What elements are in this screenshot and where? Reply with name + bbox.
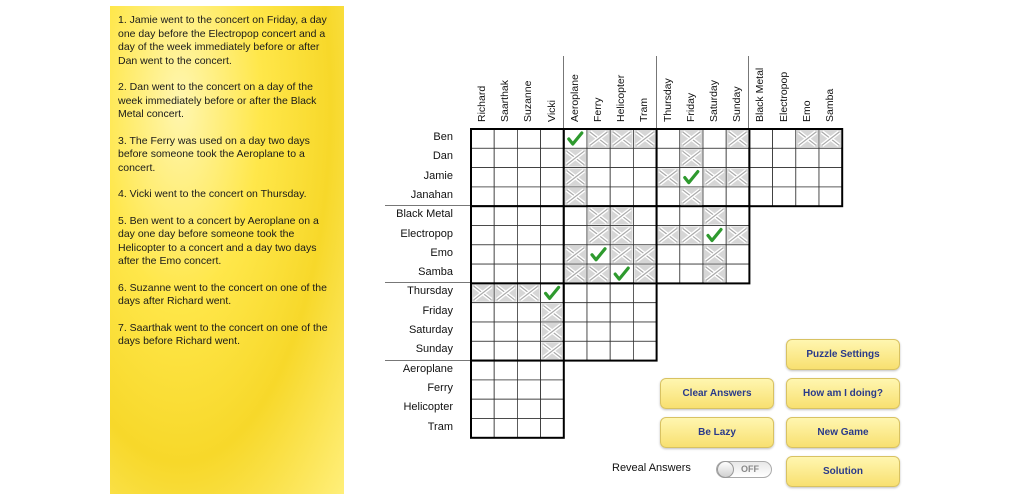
grid-cell[interactable]	[726, 206, 749, 225]
grid-cell[interactable]	[564, 206, 587, 225]
grid-cell[interactable]	[657, 187, 680, 206]
grid-cell[interactable]	[471, 341, 494, 360]
grid-cell[interactable]	[749, 168, 772, 187]
cross-mark	[727, 130, 748, 147]
cross-mark	[727, 169, 748, 186]
column-label: Helicopter	[615, 74, 628, 122]
grid-cell[interactable]	[541, 187, 564, 206]
cross-mark	[634, 265, 655, 282]
grid-cell[interactable]	[587, 168, 610, 187]
column-label: Emo	[800, 100, 813, 122]
grid-cell[interactable]	[773, 148, 796, 167]
clue: 7. Saarthak went to the concert on one of the days before Richard went.	[118, 321, 328, 347]
grid-cell[interactable]	[657, 206, 680, 225]
cross-mark	[565, 246, 586, 263]
row-label: Ben	[433, 131, 453, 143]
puzzle-screen	[110, 6, 910, 494]
puzzle-settings-button[interactable]: Puzzle Settings	[786, 339, 900, 370]
row-label: Friday	[422, 304, 453, 317]
grid-cell[interactable]	[471, 380, 494, 399]
cross-mark	[820, 130, 841, 147]
grid-cell[interactable]	[517, 341, 540, 360]
grid-cell[interactable]	[541, 168, 564, 187]
clear-answers-button[interactable]: Clear Answers	[660, 378, 774, 409]
cross-mark	[565, 149, 586, 166]
cross-mark	[704, 169, 725, 186]
grid-cell[interactable]	[494, 380, 517, 399]
column-label: Friday	[684, 92, 697, 122]
grid-cell[interactable]	[517, 148, 540, 167]
grid-cell[interactable]	[517, 206, 540, 225]
solution-button[interactable]: Solution	[786, 456, 900, 487]
grid-cell[interactable]	[517, 129, 540, 148]
grid-cell[interactable]	[610, 303, 633, 322]
column-label: Black Metal	[754, 67, 767, 122]
grid-cell[interactable]	[633, 168, 656, 187]
column-label: Samba	[824, 88, 836, 122]
toggle-state: OFF	[741, 464, 759, 474]
grid-cell[interactable]	[564, 303, 587, 322]
reveal-answers-label: Reveal Answers	[612, 462, 691, 474]
column-label: Saarthak	[499, 79, 512, 122]
grid-cell[interactable]	[587, 148, 610, 167]
cross-mark	[727, 227, 748, 244]
grid-cell[interactable]	[633, 283, 656, 302]
grid-cell[interactable]	[517, 245, 540, 264]
grid-cell[interactable]	[564, 283, 587, 302]
cross-mark	[797, 130, 818, 147]
grid-cell[interactable]	[471, 264, 494, 283]
column-group-divider	[748, 56, 749, 128]
grid-cell[interactable]	[680, 206, 703, 225]
cross-mark	[704, 265, 725, 282]
grid-cell[interactable]	[564, 322, 587, 341]
grid-cell[interactable]	[541, 206, 564, 225]
column-label: Vicki	[545, 100, 558, 122]
grid-cell[interactable]	[657, 245, 680, 264]
grid-cell[interactable]	[517, 399, 540, 418]
cross-mark	[681, 130, 702, 147]
grid-cell[interactable]	[494, 245, 517, 264]
row-group-divider	[385, 282, 470, 283]
row-label: Janahan	[410, 188, 453, 201]
cross-mark	[472, 284, 493, 301]
grid-cell[interactable]	[517, 303, 540, 322]
be-lazy-button[interactable]: Be Lazy	[660, 417, 774, 448]
cross-mark	[681, 188, 702, 205]
cross-mark	[634, 130, 655, 147]
grid-cell[interactable]	[471, 206, 494, 225]
clue: 1. Jamie went to the concert on Friday, a day one day before the Electropop concert and a day of the week immediately before or after Dan went to the concert.	[118, 14, 327, 67]
grid-cell[interactable]	[517, 419, 540, 438]
cross-mark	[681, 149, 702, 166]
column-group-divider	[563, 56, 564, 128]
cross-mark	[588, 227, 609, 244]
grid-cell[interactable]	[703, 187, 726, 206]
grid-cell[interactable]	[587, 341, 610, 360]
grid-cell[interactable]	[471, 361, 494, 380]
grid-cell[interactable]	[494, 206, 517, 225]
grid-cell[interactable]	[633, 341, 656, 360]
grid-cell[interactable]	[749, 148, 772, 167]
cross-mark	[588, 265, 609, 282]
grid-cell[interactable]	[494, 303, 517, 322]
grid-cell[interactable]	[726, 264, 749, 283]
grid-cell[interactable]	[680, 245, 703, 264]
grid-cell[interactable]	[726, 148, 749, 167]
grid-cell[interactable]	[541, 399, 564, 418]
grid-cell[interactable]	[610, 341, 633, 360]
grid-cell[interactable]	[471, 245, 494, 264]
new-game-button[interactable]: New Game	[786, 417, 900, 448]
grid-cell[interactable]	[541, 419, 564, 438]
grid-cell[interactable]	[494, 341, 517, 360]
grid-cell[interactable]	[541, 129, 564, 148]
cross-mark	[542, 304, 563, 321]
column-label: Aeroplane	[568, 74, 581, 122]
row-label: Ferry	[427, 381, 453, 394]
grid-cell[interactable]	[541, 245, 564, 264]
grid-cell[interactable]	[657, 129, 680, 148]
grid-cell[interactable]	[517, 168, 540, 187]
toggle-knob[interactable]	[717, 461, 734, 478]
grid-cell[interactable]	[517, 187, 540, 206]
row-label: Helicopter	[403, 401, 453, 414]
grid-cell[interactable]	[749, 187, 772, 206]
grid-cell[interactable]	[587, 283, 610, 302]
grid-cell[interactable]	[703, 148, 726, 167]
grid-cell[interactable]	[610, 187, 633, 206]
grid-cell[interactable]	[657, 148, 680, 167]
row-label: Jamie	[423, 169, 453, 182]
cross-mark	[542, 342, 563, 359]
row-label: Saturday	[408, 324, 453, 336]
clue: 6. Suzanne went to the concert on one of the days after Richard went.	[118, 281, 327, 307]
grid-cell[interactable]	[680, 264, 703, 283]
grid-cell[interactable]	[494, 361, 517, 380]
grid-cell[interactable]	[587, 322, 610, 341]
grid-cell[interactable]	[471, 303, 494, 322]
grid-cell[interactable]	[541, 148, 564, 167]
row-label: Samba	[418, 266, 453, 279]
grid-cell[interactable]	[819, 187, 842, 206]
cross-mark	[704, 207, 725, 224]
cross-mark	[588, 130, 609, 147]
cross-mark	[611, 227, 632, 244]
grid-cell[interactable]	[494, 148, 517, 167]
cross-mark	[518, 284, 539, 301]
grid-cell[interactable]	[610, 283, 633, 302]
grid-cell[interactable]	[610, 168, 633, 187]
cross-mark	[495, 284, 516, 301]
row-label: Tram	[427, 420, 453, 433]
grid-cell[interactable]	[494, 322, 517, 341]
row-group-divider	[385, 205, 470, 206]
row-label: Sunday	[415, 343, 453, 356]
row-label: Aeroplane	[402, 362, 453, 375]
reveal-answers-toggle[interactable]	[716, 461, 772, 478]
grid-cell[interactable]	[517, 380, 540, 399]
column-group-divider	[656, 56, 657, 128]
grid-cell[interactable]	[471, 399, 494, 418]
grid-cell[interactable]	[517, 264, 540, 283]
grid-cell[interactable]	[471, 322, 494, 341]
cross-mark	[611, 246, 632, 263]
grid-cell[interactable]	[541, 226, 564, 245]
cross-mark	[611, 207, 632, 224]
grid-cell[interactable]	[726, 187, 749, 206]
grid-cell[interactable]	[633, 226, 656, 245]
grid-cell[interactable]	[494, 264, 517, 283]
grid-cell[interactable]	[494, 419, 517, 438]
grid-cell[interactable]	[796, 148, 819, 167]
grid-cell[interactable]	[517, 322, 540, 341]
grid-cell[interactable]	[657, 264, 680, 283]
grid-cell[interactable]	[610, 148, 633, 167]
row-label: Thursday	[407, 285, 453, 298]
row-label: Black Metal	[396, 208, 453, 221]
clue: 2. Dan went to the concert on a day of the week immediately before or after the Black Metal concert.	[118, 81, 317, 120]
grid-cell[interactable]	[633, 303, 656, 322]
row-group-divider	[385, 360, 470, 361]
grid-cell[interactable]	[587, 187, 610, 206]
grid-cell[interactable]	[819, 148, 842, 167]
grid-cell[interactable]	[564, 226, 587, 245]
clue: 4. Vicki went to the concert on Thursday.	[118, 188, 307, 200]
column-label: Thursday	[661, 78, 674, 122]
grid-cell[interactable]	[610, 322, 633, 341]
grid-cell[interactable]	[726, 245, 749, 264]
grid-cell[interactable]	[819, 168, 842, 187]
grid-cell[interactable]	[471, 226, 494, 245]
grid-cell[interactable]	[541, 361, 564, 380]
grid-cell[interactable]	[633, 187, 656, 206]
cross-mark	[611, 130, 632, 147]
column-label: Richard	[476, 85, 488, 122]
grid-cell[interactable]	[587, 303, 610, 322]
how-am-i-doing-button[interactable]: How am I doing?	[786, 378, 900, 409]
grid-cell[interactable]	[517, 361, 540, 380]
cross-mark	[658, 169, 679, 186]
row-label: Emo	[430, 246, 453, 259]
column-label: Ferry	[592, 97, 604, 122]
grid-cell[interactable]	[749, 129, 772, 148]
grid-cell[interactable]	[564, 341, 587, 360]
cross-mark	[658, 227, 679, 244]
grid-cell[interactable]	[494, 399, 517, 418]
grid-cell[interactable]	[773, 168, 796, 187]
grid-cell[interactable]	[471, 129, 494, 148]
column-label: Suzanne	[522, 80, 535, 122]
row-label: Electropop	[400, 227, 453, 240]
grid-cell[interactable]	[633, 206, 656, 225]
cross-mark	[588, 207, 609, 224]
clue: 3. The Ferry was used on a day two days before someone took the Aeroplane to a concert.	[118, 134, 310, 174]
row-label: Dan	[432, 150, 453, 163]
grid-cell[interactable]	[541, 380, 564, 399]
cross-mark	[681, 227, 702, 244]
cross-mark	[565, 169, 586, 186]
cross-mark	[542, 323, 563, 340]
column-label: Tram	[638, 97, 651, 122]
grid-cell[interactable]	[494, 187, 517, 206]
grid-cell[interactable]	[796, 168, 819, 187]
cross-mark	[565, 188, 586, 205]
column-label: Saturday	[708, 79, 720, 122]
grid-cell[interactable]	[471, 148, 494, 167]
grid-cell[interactable]	[471, 168, 494, 187]
grid-cell[interactable]	[471, 187, 494, 206]
column-label: Sunday	[731, 86, 744, 122]
grid-cell[interactable]	[494, 168, 517, 187]
grid-cell[interactable]	[633, 322, 656, 341]
grid-cell[interactable]	[494, 226, 517, 245]
grid-cell[interactable]	[494, 129, 517, 148]
grid-cell[interactable]	[541, 264, 564, 283]
grid-cell[interactable]	[633, 148, 656, 167]
grid-cell[interactable]	[796, 187, 819, 206]
cross-mark	[634, 246, 655, 263]
column-label: Electropop	[777, 71, 790, 122]
clues-panel	[110, 6, 344, 494]
grid-cell[interactable]	[703, 129, 726, 148]
grid-cell[interactable]	[773, 187, 796, 206]
clue: 5. Ben went to a concert by Aeroplane on a day one day before someone took the Helicopter to a concert and a day two days after the Emo concert.	[118, 214, 319, 267]
cross-mark	[565, 265, 586, 282]
grid-cell[interactable]	[773, 129, 796, 148]
grid-cell[interactable]	[517, 226, 540, 245]
grid-cell[interactable]	[471, 419, 494, 438]
cross-mark	[704, 246, 725, 263]
